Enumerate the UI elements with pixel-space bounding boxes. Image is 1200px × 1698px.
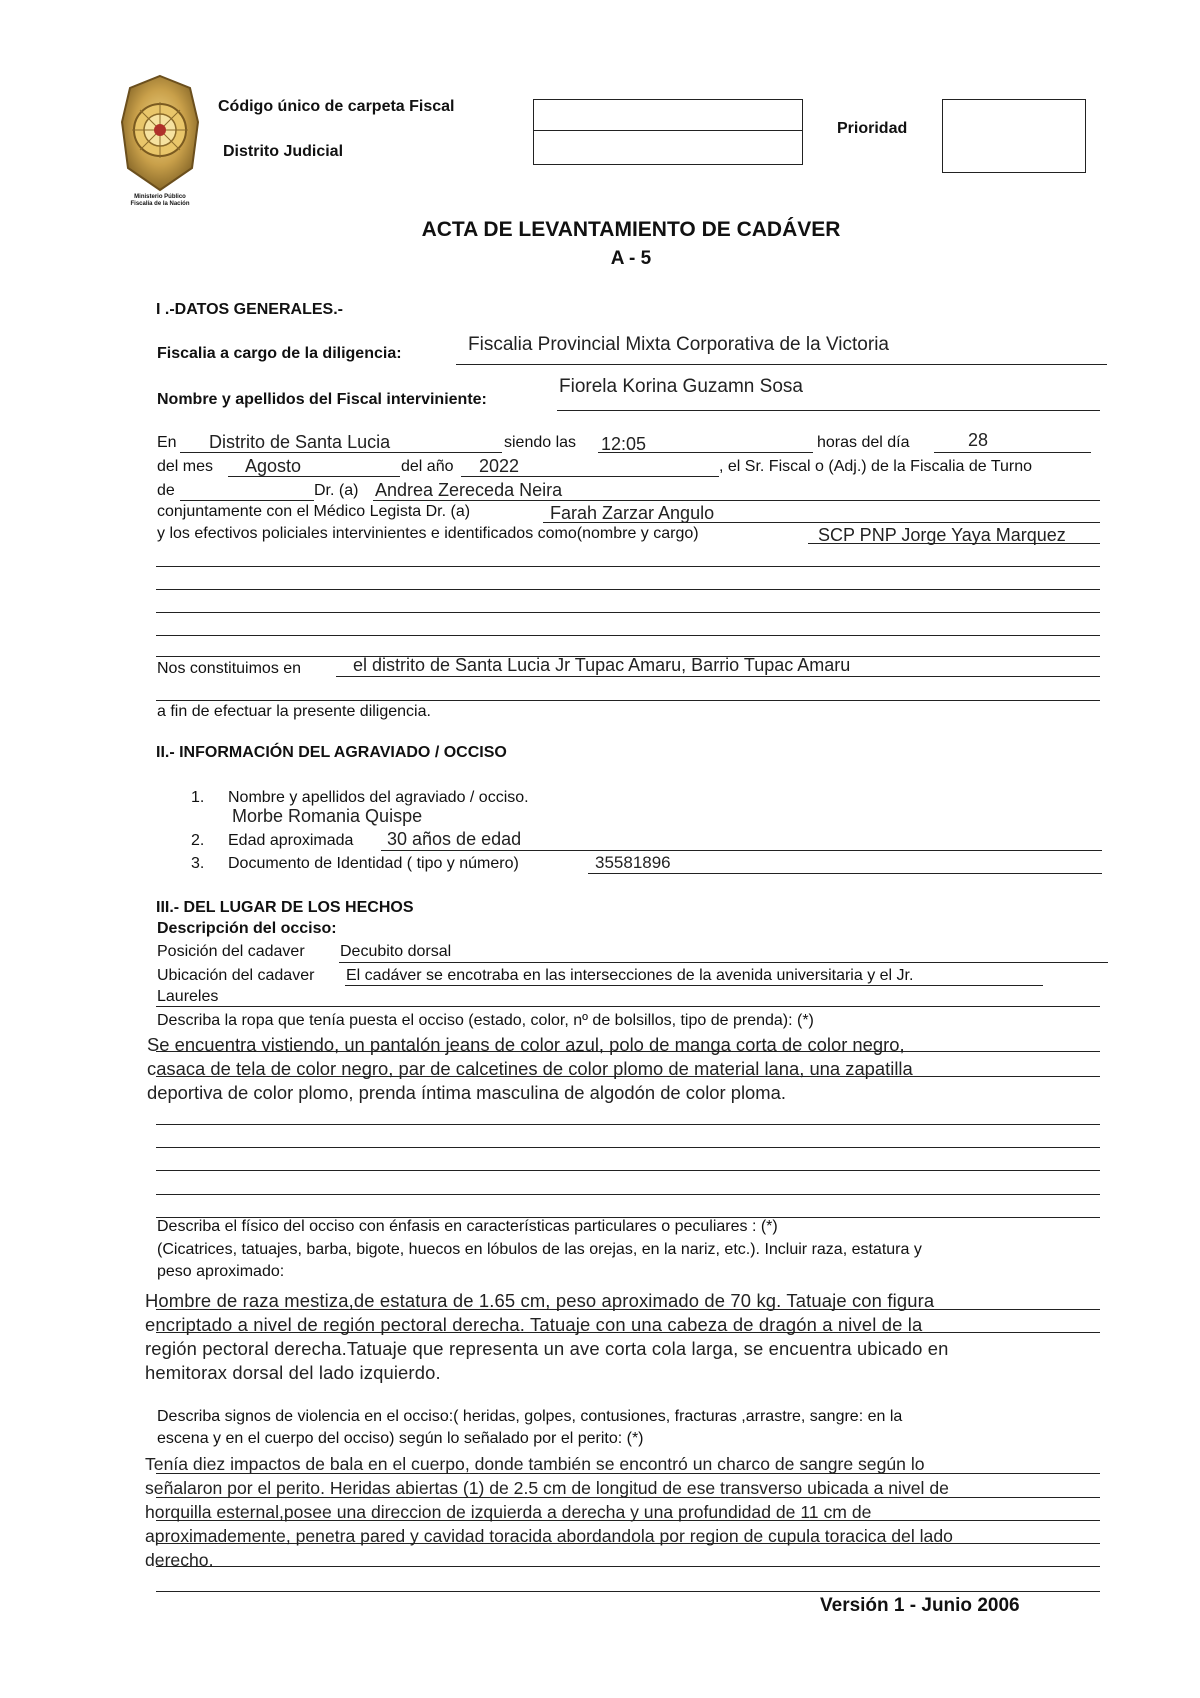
text-line: aproximademente, penetra pared y cavidad toracida abordandola por region de cupula toracica del lado (145, 1526, 953, 1546)
posicion-label: Posición del cadaver (157, 943, 305, 960)
codigo-label: Código único de carpeta Fiscal (218, 98, 455, 115)
afin-label: a fin de efectuar la presente diligencia. (157, 703, 431, 720)
fiscalia-seal-logo (118, 72, 202, 212)
anio-label: del año (401, 458, 454, 475)
fisico-label: Describa el físico del occiso con énfasis en características particulares o peculiares : (*) (157, 1218, 778, 1235)
fiscal-label: Nombre y apellidos del Fiscal interviniente: (157, 391, 487, 408)
ropa-label: Describa la ropa que tenía puesta el occiso (estado, color, nº de bolsillos, tipo de prenda): (*) (157, 1012, 814, 1029)
ubicacion-label: Ubicación del cadaver (157, 967, 315, 984)
text-line: hemitorax dorsal del lado izquierdo. (145, 1362, 441, 1383)
constituimos-label: Nos constituimos en (157, 660, 302, 677)
dia-value[interactable]: 28 (968, 430, 989, 450)
text-line: Se encuentra vistiendo, un pantalón jeans de color azul, polo de manga corta de color negro, (147, 1034, 905, 1055)
item-2-label: Edad aproximada (228, 832, 354, 849)
item-2-number: 2. (191, 832, 205, 849)
fiscal-turno-value[interactable]: Andrea Zereceda Neira (375, 480, 563, 500)
item-1-label: Nombre y apellidos del agraviado / occiso. (228, 789, 529, 806)
policias-label: y los efectivos policiales intervinientes e identificados como(nombre y cargo) (157, 525, 699, 542)
distrito-label: Distrito Judicial (223, 143, 344, 160)
medico-value[interactable]: Farah Zarzar Angulo (550, 503, 715, 523)
fiscalia-label: Fiscalia a cargo de la diligencia: (157, 345, 402, 362)
seal-caption: Fiscalía de la Nación (130, 201, 190, 207)
anio-value[interactable]: 2022 (479, 456, 520, 476)
text-line: señalaron por el perito. Heridas abiertas (1) de 2.5 cm de longitud de ese transverso ubicada a nivel de (145, 1478, 949, 1498)
violencia-label: Describa signos de violencia en el occiso:( heridas, golpes, contusiones, fracturas ,arrastre, sangre: en la (157, 1408, 903, 1425)
item-1-number: 1. (191, 789, 205, 806)
dr-label: Dr. (a) (314, 482, 359, 499)
siendo-label: siendo las (504, 434, 577, 451)
document-title: ACTA DE LEVANTAMIENTO DE CADÁVER (421, 218, 841, 241)
text-line: casaca de tela de color negro, par de calcetines de color plomo de material lana, una zapatilla (147, 1058, 913, 1079)
text-line: derecho. (145, 1550, 214, 1570)
fisico-label-cont: (Cicatrices, tatuajes, barba, bigote, huecos en lóbulos de las orejas, en la nariz, etc.). Incluir raza, estatura y (157, 1241, 922, 1258)
descripcion-heading: Descripción del occiso: (157, 920, 337, 937)
occiso-name-value[interactable]: Morbe Romania Quispe (232, 806, 423, 826)
prioridad-field[interactable] (942, 99, 1086, 173)
text-line: Hombre de raza mestiza,de estatura de 1.65 cm, peso aproximado de 70 kg. Tatuaje con figura (145, 1290, 935, 1311)
text-line: encriptado a nivel de región pectoral derecha. Tatuaje con una cabeza de dragón a nivel de la (145, 1314, 923, 1335)
en-label: En (157, 434, 177, 451)
text-line: deportiva de color plomo, prenda íntima masculina de algodón de color ploma. (147, 1082, 786, 1103)
item-3-label: Documento de Identidad ( tipo y número) (228, 855, 519, 872)
section-3-heading: III.- DEL LUGAR DE LOS HECHOS (156, 899, 414, 916)
ubicacion-value-cont[interactable]: Laureles (157, 988, 219, 1005)
document-code: A - 5 (610, 248, 652, 269)
text-line: Tenía diez impactos de bala en el cuerpo, donde también se encontró un charco de sangre según lo (145, 1454, 925, 1474)
policias-value[interactable]: SCP PNP Jorge Yaya Marquez (818, 525, 1066, 545)
edad-value[interactable]: 30 años de edad (387, 829, 522, 849)
codigo-carpeta-field[interactable] (533, 99, 803, 131)
documento-value[interactable]: 35581896 (595, 853, 671, 872)
section-2-heading: II.- INFORMACIÓN DEL AGRAVIADO / OCCISO (156, 744, 507, 761)
text-line: región pectoral derecha.Tatuaje que representa un ave corta cola larga, se encuentra ubicado en (145, 1338, 949, 1359)
fiscal-value[interactable]: Fiorela Korina Guzamn Sosa (559, 376, 803, 397)
seal-caption: Ministerio Público (134, 194, 186, 200)
fiscalia-value[interactable]: Fiscalia Provincial Mixta Corporativa de la Victoria (468, 334, 889, 355)
section-1-heading: I .-DATOS GENERALES.- (156, 301, 343, 318)
hora-value[interactable]: 12:05 (601, 434, 647, 454)
violencia-label-cont: escena y en el cuerpo del occiso) según lo señalado por el perito: (*) (157, 1430, 644, 1447)
fiscal-turno-label: , el Sr. Fiscal o (Adj.) de la Fiscalia de Turno (719, 458, 1033, 475)
distrito-judicial-field[interactable] (533, 129, 803, 165)
fisico-label-cont: peso aproximado: (157, 1263, 285, 1280)
text-line: horquilla esternal,posee una direccion de izquierda a derecha y una profundidad de 11 cm de (145, 1502, 872, 1522)
ubicacion-value[interactable]: El cadáver se encotraba en las intersecciones de la avenida universitaria y el Jr. (346, 967, 914, 984)
posicion-value[interactable]: Decubito dorsal (340, 943, 452, 960)
en-value[interactable]: Distrito de Santa Lucia (209, 432, 391, 452)
item-3-number: 3. (191, 855, 205, 872)
mes-label: del mes (157, 458, 214, 475)
constituimos-value[interactable]: el distrito de Santa Lucia Jr Tupac Amaru, Barrio Tupac Amaru (353, 655, 851, 675)
medico-label: conjuntamente con el Médico Legista Dr. (a) (157, 503, 471, 520)
version-footer: Versión 1 - Junio 2006 (820, 1595, 1020, 1616)
horas-label: horas del día (817, 434, 910, 451)
prioridad-label: Prioridad (837, 120, 908, 137)
de-label: de (157, 482, 175, 499)
mes-value[interactable]: Agosto (245, 456, 302, 476)
